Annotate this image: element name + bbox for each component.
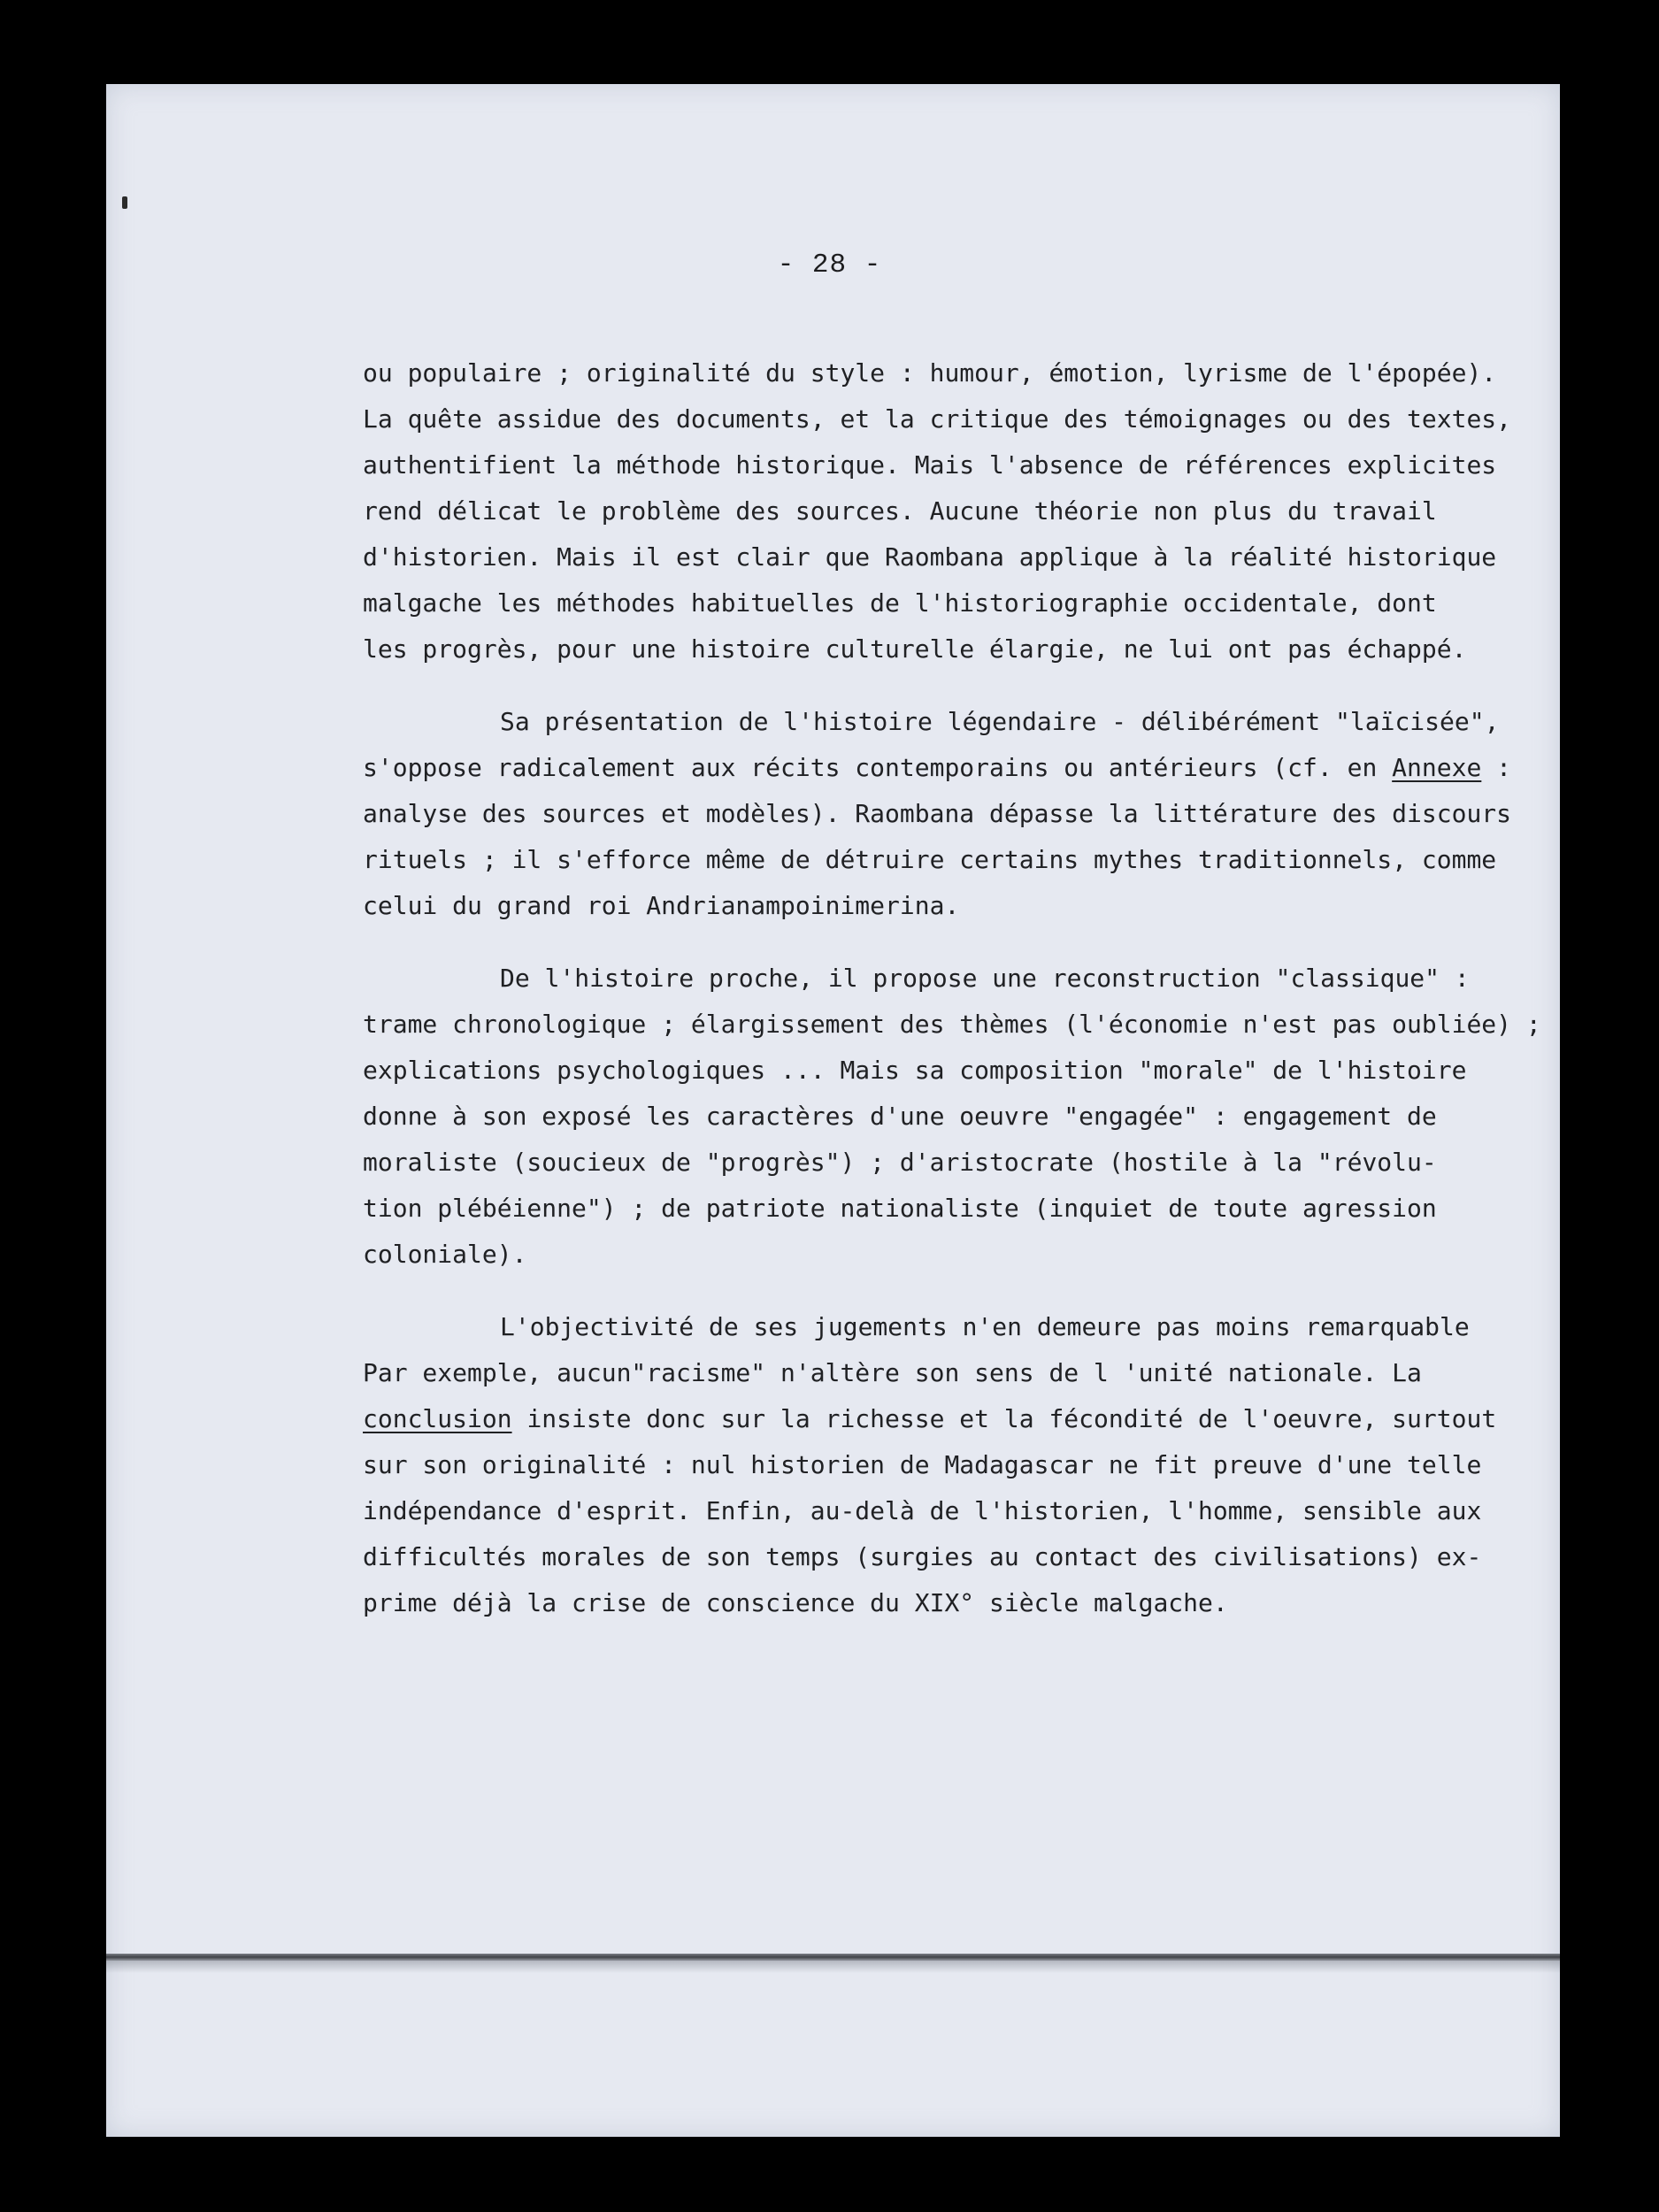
text-line: malgache les méthodes habituelles de l'historiographie occidentale, dont [363, 588, 1437, 618]
text-line: L'objectivité de ses jugements n'en demeure pas moins remarquable [500, 1312, 1470, 1341]
paragraph-3 [363, 956, 1541, 1278]
body-text [363, 350, 1541, 1626]
text-line: sur son originalité : nul historien de Madagascar ne fit preuve d'une telle [363, 1450, 1482, 1479]
paragraph-2 [363, 699, 1512, 929]
margin-mark [122, 196, 127, 209]
text-line: difficultés morales de son temps (surgies au contact des civilisations) ex- [363, 1542, 1482, 1571]
text-line-with-annex [363, 745, 1512, 791]
annexe-underlined: Annexe [1392, 753, 1482, 782]
fold-line [106, 1954, 1560, 1961]
text-line: rituels ; il s'efforce même de détruire certains mythes traditionnels, comme [363, 845, 1497, 874]
text-line: authentifient la méthode historique. Mais l'absence de références explicites [363, 450, 1497, 480]
text-line: rend délicat le problème des sources. Aucune théorie non plus du travail [363, 496, 1437, 526]
text-line: tion plébéienne") ; de patriote nationaliste (inquiet de toute agression [363, 1194, 1437, 1223]
text-fragment: s'oppose radicalement aux récits contemporains ou antérieurs (cf. en [363, 753, 1378, 782]
text-line: analyse des sources et modèles). Raombana dépasse la littérature des discours [363, 799, 1512, 828]
text-line-with-conclusion [363, 1396, 1504, 1442]
text-line: explications psychologiques ... Mais sa composition "morale" de l'histoire [363, 1056, 1467, 1085]
text-line: La quête assidue des documents, et la critique des témoignages ou des textes, [363, 404, 1512, 434]
conclusion-underlined: conclusion [363, 1404, 512, 1433]
text-line: les progrès, pour une histoire culturelle élargie, ne lui ont pas échappé. [363, 634, 1467, 664]
text-line: Sa présentation de l'histoire légendaire - délibérément "laïcisée", [500, 707, 1500, 736]
text-line: De l'histoire proche, il propose une reconstruction "classique" : [500, 964, 1470, 993]
text-line: Par exemple, aucun"racisme" n'altère son sens de l 'unité nationale. La [363, 1358, 1422, 1387]
text-line: prime déjà la crise de conscience du XIX° siècle malgache. [363, 1588, 1228, 1617]
fold-shadow [106, 1961, 1560, 1973]
text-line: trame chronologique ; élargissement des thèmes (l'économie n'est pas oubliée) ; [363, 1010, 1541, 1039]
text-fragment: : [1481, 753, 1512, 782]
text-line: celui du grand roi Andrianampoinimerina. [363, 891, 960, 920]
text-line: moraliste (soucieux de "progrès") ; d'aristocrate (hostile à la "révolu- [363, 1148, 1437, 1177]
text-line: donne à son exposé les caractères d'une oeuvre "engagée" : engagement de [363, 1102, 1437, 1131]
paragraph-4 [363, 1304, 1504, 1626]
paragraph-1 [363, 350, 1512, 672]
text-line: ou populaire ; originalité du style : humour, émotion, lyrisme de l'épopée). [363, 358, 1497, 388]
text-line: indépendance d'esprit. Enfin, au-delà de l'historien, l'homme, sensible aux [363, 1496, 1482, 1525]
text-line: d'historien. Mais il est clair que Raombana applique à la réalité historique [363, 542, 1497, 572]
text-line: coloniale). [363, 1240, 527, 1269]
page-number: - 28 - [777, 250, 882, 280]
text-fragment: insiste donc sur la richesse et la fécondité de l'oeuvre, surtout [526, 1404, 1497, 1433]
